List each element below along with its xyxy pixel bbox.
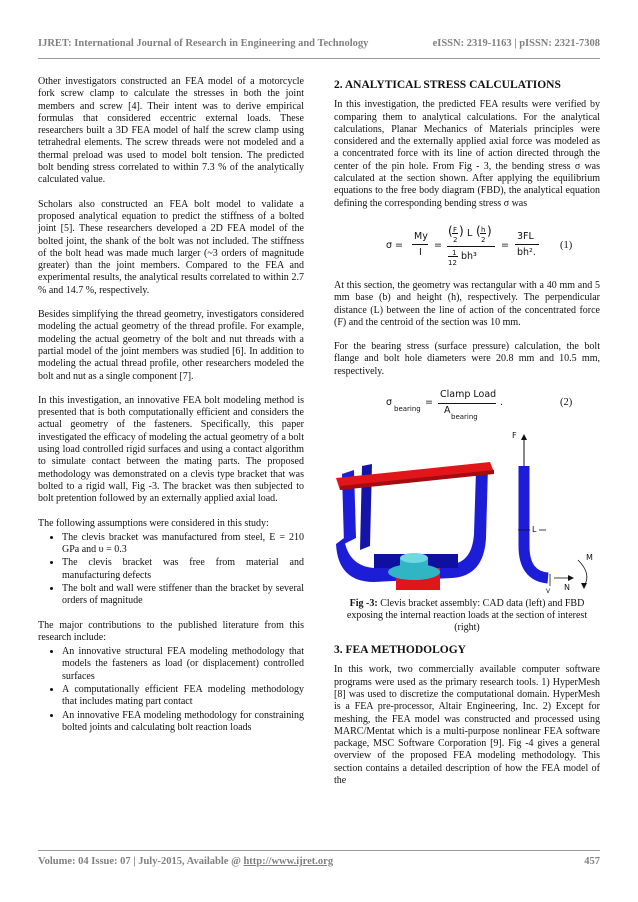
equation-2 [334,389,600,422]
paren-open: ( [448,223,453,238]
fbd-member [524,466,548,578]
page-header [38,38,600,49]
paren-close: ) [459,223,464,238]
eq-l: L [467,227,473,239]
list-item: • An innovative FEA modeling methodology for constraining bolted joints and calculating bolt reaction loads [62,709,304,735]
eq-den-sub: bearing [451,413,478,422]
caption-text: Clevis bracket assembly: CAD data (left) and FBD exposing the internal reaction loads at the section of interest (right) [346,598,588,634]
free-body-diagram [518,434,587,589]
paragraph: Scholars also constructed an FEA bolt model to validate a proposed analytical equation to predict the stiffness of a bolted joint [5]. These researchers developed a 2D FEA model of the bolted joint, the shank of the bolt was not included. The stiffness of the bolt head was made much larger (~3 orders of magnitude greater) than the joint members. Compared to the FEA and experimental results, the analytical results correlated to within 2.7 % and 14.7 %, respectively. [38,198,304,296]
eq-i: I [419,246,422,258]
section-heading: 3. FEA METHODOLOGY [334,644,466,657]
fbd-label-f: F [512,431,517,441]
right-column [334,76,600,799]
eq-h: h [481,225,486,234]
list-item: • A computationally efficient FEA modeling methodology that includes mating part contact [62,683,304,709]
bolt-top [400,553,428,563]
paragraph: For the bearing stress (surface pressure) calculation, the bolt flange and bolt hole diameters were 20.8 mm and 10.5 mm, respectively. [334,341,600,377]
fbd-label-v: V [546,588,551,596]
volume-text: Volume: 04 Issue: 07 | July-2015, Available @ [38,856,244,867]
eq-dot: . [500,397,504,409]
eq-number: (1) [560,239,573,251]
paragraph: In this investigation, the predicted FEA results were verified by comparing them to analytical calculations. For the analytical calculations, Planar Mechanics of Materials principles were considered and the externally applied axial force was modeled as a concentrated force with its line of action directed through the center of the pin hole. From Fig - 3, the bending stress σ was calculated at the section shown. After applying the equilibrium equations to the free body diagram (FBD), the analytical equation defining the corresponding bending stress σ was [334,99,600,209]
list-item: • An innovative structural FEA modeling methodology that models the fasteners as load (or displacement) controlled surfaces [62,645,304,683]
list-item: • The bolt and wall were stiffener than the bracket by several orders of magnitude [62,582,304,608]
eq-equals: = [434,239,442,251]
paren-open: ( [476,223,481,238]
fraction-bar [412,244,428,245]
normal-arrowhead [568,575,574,581]
eq-equals: = [425,397,433,409]
eq-two: 2 [453,235,458,244]
journal-title: IJRET: International Journal of Research in Engineering and Technology [38,38,369,49]
eq-num: Clamp Load [440,389,497,401]
fbd-label-m: M [586,553,593,563]
paragraph: Besides simplifying the thread geometry, investigators considered modeling the actual geometry of the thread profile. For example, modeling the actual geometry of the bolt and nut threads with a partial model of the joint members was studied [6]. In addition to modeling the actual thread profile, other researchers modeled the bolt and nut as a single component [7]. [38,309,304,382]
eq-two: 2 [481,235,486,244]
force-arrowhead [521,434,527,440]
equation-1 [334,222,600,272]
figure-3-graphic [334,426,600,594]
paragraph: Other investigators constructed an FEA model of a motorcycle fork screw clamp to calculate the stresses in both the joint members and screw [4]. Their intent was to derive empirical formulas that considered eccentric external loads. These researchers built a 3D FEA model of half the screw clamp using tetrahedral elements. The screw threads were not modeled and a thermal preload was used to model bolt tension. The predicted bolt bending stress correlated to within 7.3 % of the analytically calculated value. [38,76,304,186]
paragraph: The major contributions to the published literature from this research include: [38,619,304,643]
list-item: • The clevis bracket was free from material and manufacturing defects [62,556,304,582]
caption-label: Fig -3: [349,598,378,610]
assumptions-list [38,531,304,608]
eq-sigma: σ [386,397,393,409]
eq-equals: = [501,239,509,251]
list-item: • The clevis bracket was manufactured from steel, E = 210 GPa and υ = 0.3 [62,531,304,557]
header-rule [38,58,600,59]
page-number: 457 [584,856,600,867]
issn: eISSN: 2319-1163 | pISSN: 2321-7308 [432,38,600,49]
page-footer [38,856,600,867]
paragraph: At this section, the geometry was rectangular with a 40 mm and 5 mm base (b) and height (h), respectively. The perpendicular distance (L) between the line of action of the concentrated force (F) and the centroid of the section was 10 mm. [334,279,600,328]
eq-one: 1 [452,248,457,257]
fbd-label-n: N [564,583,570,593]
eq-bh2: bh². [517,246,536,258]
eq-twelve: 12 [448,258,457,267]
journal-link[interactable]: http://www.ijret.org [243,856,334,867]
eq-number: (2) [560,397,573,409]
eq-f: F [453,225,458,234]
eq-bh3: bh³ [461,250,477,262]
footer-rule [38,850,600,851]
figure-3 [334,426,600,594]
contributions-list [38,645,304,734]
fraction-bar [515,244,539,245]
paragraph: The following assumptions were considered in this study: [38,517,269,529]
paragraph: In this investigation, an innovative FEA bolt modeling method is presented that is both computationally efficient and considers the actual geometry of the fasteners. Specifically, this paper investigated the efficacy of modeling the actual geometry of a bolt using load controlled rigid surfaces and using a contact algorithm to simulate contact between the mating parts. The proposed methodology was demonstrated on a clevis type bracket that was bolted to a rigid wall, Fig -3. The bracket was then subjected to bolt pretention followed by an externally applied axial load. [38,394,304,505]
left-column [38,76,304,746]
cad-model [336,462,494,590]
figure-caption [334,598,600,634]
moment-arrowhead [581,583,587,589]
fraction-bar [438,403,496,404]
eq-3fl: 3FL [517,230,534,242]
paragraph: In this work, two commercially available computer software programs were used as the primary research tools. 1) HyperMesh [8] was used to discretize the computational domain. HyperMesh is a FEA pre-processor, Altair Engineering, Inc. 2) Except for meshing, the FEA model was constructed and processed using MARC/Mentat which is a multi-purpose nonlinear FEA software package, MSC Software Corporation [9]. Fig -4 gives a general overview of the proposed FEA modeling methodology. This section contains a detailed description of how the FEA model of the [334,664,600,787]
section-heading: 2. ANALYTICAL STRESS CALCULATIONS [334,79,561,91]
eq-sub: bearing [394,405,421,414]
fbd-label-l: L [532,525,537,535]
eq-den: A [444,405,451,417]
footer-volume [38,856,333,867]
eq-sigma: σ = [386,239,404,251]
paren-close: ) [487,223,492,238]
eq-my: My [414,230,428,242]
